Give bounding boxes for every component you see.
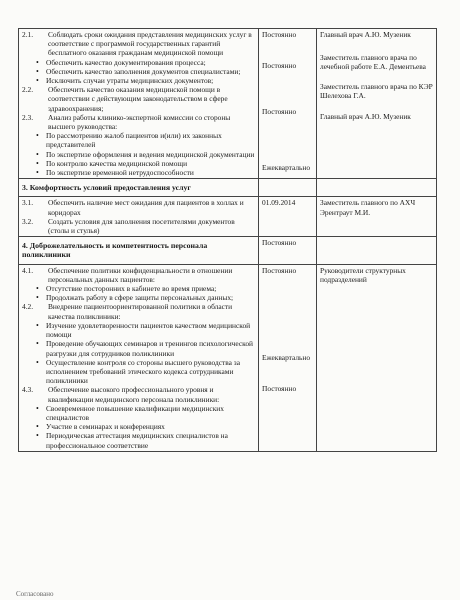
item-text: Обеспечение политики конфиденциальности в отношении персональных данных пациентов: — [48, 265, 233, 284]
numbered-item — [22, 30, 255, 58]
responsible-cell — [317, 179, 437, 197]
bullet-item — [22, 150, 255, 159]
period-cell — [259, 197, 317, 237]
item-number: 4.3. — [22, 385, 34, 395]
bullet-item — [22, 159, 255, 168]
item-text: Периодическая аттестация медицинских специалистов на профессиональное соответствие — [46, 431, 228, 450]
period-text: Постоянно — [262, 61, 297, 71]
item-text: Продолжать работу в сфере защиты персональных данных; — [46, 293, 234, 303]
responsible-cell — [317, 29, 437, 179]
bullet-item — [22, 131, 255, 149]
responsible-text: Главный врач А.Ю. Музеник — [320, 30, 411, 39]
item-text: По контролю качества медицинской помощи — [46, 158, 188, 168]
period-text: Ежеквартально — [262, 162, 311, 172]
item-text: Участие в семинарах и конференциях — [46, 422, 165, 432]
period-text: 01.09.2014 — [262, 198, 296, 208]
responsible-cell — [317, 264, 437, 451]
item-text: По рассмотрению жалоб пациентов и(или) их законных представителей — [46, 131, 222, 150]
responsible-cell — [317, 197, 437, 237]
item-number: 4.1. — [22, 265, 34, 275]
responsible-text: Заместитель главного врача по лечебной работе Е.А. Дементьева — [320, 53, 426, 72]
item-text: По экспертизе оформления и ведения медицинской документации — [46, 149, 255, 159]
bullet-item — [22, 404, 255, 422]
numbered-item — [22, 113, 255, 131]
item-number: 2.2. — [22, 85, 34, 95]
responsible-text: Руководители структурных подразделений — [320, 265, 406, 284]
period-text: Постоянно — [262, 107, 297, 117]
table-row — [19, 264, 437, 451]
bullet-item — [22, 321, 255, 339]
period-cell — [259, 179, 317, 197]
footer-text: Согласовано — [16, 590, 54, 598]
bullet-item — [22, 67, 255, 76]
item-text: Обеспечить качество заполнения документов специалистами; — [46, 66, 241, 76]
bullet-item — [22, 293, 255, 302]
item-text: Анализ работы клинико-экспертной комиссии со стороны высшего руководства: — [48, 112, 231, 132]
bullet-item — [22, 358, 255, 386]
bullet-item — [22, 58, 255, 67]
item-text: Осуществление контроля со стороны высшего руководства за исполнением требований этического кодекса сотрудниками поликлиники — [46, 357, 240, 386]
numbered-item — [22, 385, 255, 403]
section-row — [19, 237, 437, 264]
bullet-item — [22, 168, 255, 177]
section-row — [19, 179, 437, 197]
bullet-item — [22, 284, 255, 293]
numbered-item — [22, 198, 255, 216]
item-text: Отсутствие посторонних в кабинете во время приема; — [46, 284, 217, 294]
measures-cell — [19, 264, 259, 451]
measures-cell — [19, 197, 259, 237]
item-text: Проведение обучающих семинаров и тренингов психологической разгрузки для сотрудников поликлиники — [46, 339, 254, 358]
numbered-item — [22, 85, 255, 113]
item-text: Внедрение пациентоориентированной политики в области качества поликлиники: — [48, 302, 233, 321]
bullet-item — [22, 422, 255, 431]
item-text: Создать условия для заполнения посетителями документов (столы и стулья) — [48, 216, 235, 236]
item-number: 4.2. — [22, 302, 34, 312]
responsible-text: Заместитель главного врача по КЭР Шелехова Г.А. — [320, 81, 433, 100]
bullet-item — [22, 339, 255, 357]
item-text: Обеспечить качество документирования процесса; — [46, 57, 206, 67]
table-row — [19, 197, 437, 237]
period-text: Постоянно — [262, 30, 297, 39]
item-number: 2.3. — [22, 112, 34, 122]
item-text: Своевременное повышение квалификации медицинских специалистов — [46, 403, 224, 422]
responsible-text: Заместитель главного по АХЧ Эрентраут М.И. — [320, 198, 416, 217]
period-cell — [259, 29, 317, 179]
action-plan-table — [18, 28, 437, 452]
bullet-item — [22, 431, 255, 449]
item-text: Исключить случаи утраты медицинских документов; — [46, 76, 214, 86]
section-heading: 4. Доброжелательность и компетентность персонала поликлиники — [19, 237, 259, 264]
item-text: Обеспечить наличие мест ожидания для пациентов в холлах и коридорах — [48, 198, 244, 217]
measures-cell — [19, 29, 259, 179]
period-text: Ежеквартально — [262, 352, 311, 362]
period-text: Постоянно — [262, 384, 297, 394]
item-number: 3.2. — [22, 216, 34, 226]
numbered-item — [22, 302, 255, 320]
item-text: Изучение удовлетворенности пациентов качеством медицинской помощи — [46, 320, 251, 340]
numbered-item — [22, 266, 255, 284]
bullet-item — [22, 76, 255, 85]
item-text: Обеспечение высокого профессионального уровня и квалификации медицинского персонала поликлиники: — [48, 385, 220, 404]
responsible-text: Главный врач А.Ю. Музеник — [320, 112, 411, 122]
section-heading: 3. Комфортность условий предоставления услуг — [19, 179, 259, 197]
period-cell: Постоянно — [259, 237, 317, 264]
item-text: Соблюдать сроки ожидания представления медицинских услуг в соответствие с программой государственных гарантий бесплатного оказания гражданам медицинской помощи — [48, 30, 252, 58]
table-row — [19, 29, 437, 179]
period-cell — [259, 264, 317, 451]
item-number: 3.1. — [22, 198, 34, 208]
item-text: По экспертизе временной нетрудоспособности — [46, 168, 194, 178]
item-text: Обеспечить качество оказания медицинской помощи в соответствии с действующим законодательством в сфере здравоохранения; — [48, 85, 228, 113]
numbered-item — [22, 217, 255, 235]
period-text: Постоянно — [262, 265, 297, 275]
responsible-cell — [317, 237, 437, 264]
item-number: 2.1. — [22, 30, 34, 39]
